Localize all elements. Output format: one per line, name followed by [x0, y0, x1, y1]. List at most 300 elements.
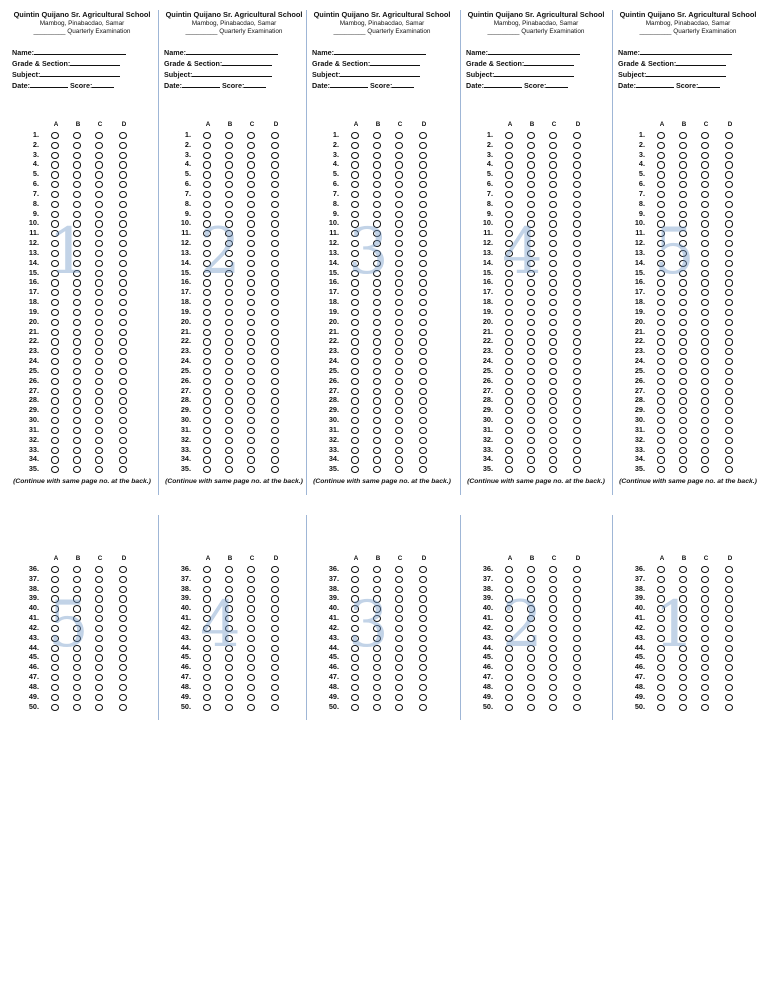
bubble-a[interactable] — [351, 348, 359, 355]
bubble-a[interactable] — [657, 299, 665, 306]
bubble-b[interactable] — [527, 319, 535, 326]
bubble-c[interactable] — [247, 576, 255, 583]
bubble-c[interactable] — [95, 201, 103, 208]
bubble-b[interactable] — [225, 368, 233, 375]
bubble-d[interactable] — [119, 230, 127, 237]
bubble-c[interactable] — [95, 645, 103, 652]
bubble-c[interactable] — [95, 289, 103, 296]
bubble-c[interactable] — [701, 329, 709, 336]
bubble-b[interactable] — [373, 250, 381, 257]
bubble-a[interactable] — [505, 407, 513, 414]
bubble-c[interactable] — [701, 417, 709, 424]
bubble-c[interactable] — [95, 358, 103, 365]
bubble-c[interactable] — [247, 407, 255, 414]
bubble-c[interactable] — [701, 152, 709, 159]
bubble-d[interactable] — [271, 240, 279, 247]
bubble-c[interactable] — [701, 270, 709, 277]
bubble-b[interactable] — [373, 615, 381, 622]
bubble-c[interactable] — [549, 694, 557, 701]
bubble-a[interactable] — [203, 142, 211, 149]
bubble-d[interactable] — [573, 171, 581, 178]
bubble-a[interactable] — [203, 161, 211, 168]
bubble-d[interactable] — [573, 704, 581, 711]
bubble-d[interactable] — [573, 615, 581, 622]
bubble-d[interactable] — [573, 132, 581, 139]
bubble-c[interactable] — [95, 654, 103, 661]
bubble-c[interactable] — [549, 456, 557, 463]
bubble-c[interactable] — [701, 348, 709, 355]
bubble-b[interactable] — [373, 299, 381, 306]
bubble-c[interactable] — [701, 132, 709, 139]
bubble-a[interactable] — [203, 645, 211, 652]
bubble-d[interactable] — [119, 605, 127, 612]
bubble-d[interactable] — [573, 694, 581, 701]
bubble-a[interactable] — [505, 309, 513, 316]
bubble-d[interactable] — [119, 299, 127, 306]
bubble-c[interactable] — [247, 309, 255, 316]
bubble-a[interactable] — [505, 142, 513, 149]
bubble-b[interactable] — [373, 566, 381, 573]
bubble-d[interactable] — [271, 605, 279, 612]
bubble-a[interactable] — [505, 338, 513, 345]
bubble-a[interactable] — [657, 289, 665, 296]
bubble-a[interactable] — [505, 368, 513, 375]
bubble-b[interactable] — [225, 250, 233, 257]
bubble-c[interactable] — [95, 260, 103, 267]
bubble-b[interactable] — [527, 684, 535, 691]
bubble-d[interactable] — [419, 319, 427, 326]
bubble-c[interactable] — [395, 704, 403, 711]
bubble-b[interactable] — [527, 279, 535, 286]
bubble-d[interactable] — [573, 605, 581, 612]
bubble-a[interactable] — [351, 240, 359, 247]
bubble-a[interactable] — [351, 230, 359, 237]
bubble-b[interactable] — [679, 161, 687, 168]
bubble-d[interactable] — [725, 132, 733, 139]
bubble-a[interactable] — [657, 309, 665, 316]
bubble-b[interactable] — [73, 329, 81, 336]
bubble-b[interactable] — [225, 171, 233, 178]
bubble-c[interactable] — [549, 566, 557, 573]
bubble-d[interactable] — [725, 447, 733, 454]
bubble-c[interactable] — [549, 250, 557, 257]
bubble-c[interactable] — [247, 230, 255, 237]
bubble-b[interactable] — [73, 674, 81, 681]
bubble-d[interactable] — [573, 566, 581, 573]
bubble-a[interactable] — [505, 289, 513, 296]
bubble-b[interactable] — [679, 378, 687, 385]
bubble-d[interactable] — [573, 250, 581, 257]
bubble-a[interactable] — [505, 260, 513, 267]
bubble-d[interactable] — [725, 348, 733, 355]
bubble-a[interactable] — [51, 309, 59, 316]
bubble-c[interactable] — [95, 191, 103, 198]
bubble-d[interactable] — [573, 635, 581, 642]
bubble-a[interactable] — [203, 466, 211, 473]
bubble-b[interactable] — [679, 674, 687, 681]
bubble-b[interactable] — [73, 456, 81, 463]
bubble-a[interactable] — [351, 456, 359, 463]
bubble-a[interactable] — [351, 260, 359, 267]
bubble-c[interactable] — [247, 447, 255, 454]
bubble-a[interactable] — [505, 447, 513, 454]
bubble-b[interactable] — [527, 576, 535, 583]
bubble-d[interactable] — [419, 694, 427, 701]
bubble-b[interactable] — [527, 586, 535, 593]
bubble-b[interactable] — [679, 201, 687, 208]
bubble-b[interactable] — [679, 358, 687, 365]
bubble-b[interactable] — [527, 625, 535, 632]
bubble-a[interactable] — [505, 161, 513, 168]
bubble-b[interactable] — [225, 201, 233, 208]
bubble-a[interactable] — [351, 299, 359, 306]
bubble-c[interactable] — [247, 397, 255, 404]
bubble-d[interactable] — [419, 250, 427, 257]
bubble-c[interactable] — [701, 368, 709, 375]
bubble-c[interactable] — [247, 664, 255, 671]
bubble-c[interactable] — [701, 654, 709, 661]
bubble-c[interactable] — [549, 309, 557, 316]
bubble-d[interactable] — [419, 427, 427, 434]
bubble-b[interactable] — [73, 704, 81, 711]
bubble-c[interactable] — [549, 319, 557, 326]
bubble-d[interactable] — [419, 368, 427, 375]
bubble-d[interactable] — [419, 417, 427, 424]
bubble-d[interactable] — [271, 407, 279, 414]
bubble-c[interactable] — [395, 427, 403, 434]
bubble-a[interactable] — [505, 456, 513, 463]
bubble-b[interactable] — [679, 576, 687, 583]
bubble-b[interactable] — [527, 171, 535, 178]
bubble-d[interactable] — [573, 576, 581, 583]
bubble-b[interactable] — [225, 240, 233, 247]
bubble-b[interactable] — [73, 230, 81, 237]
bubble-d[interactable] — [271, 615, 279, 622]
bubble-d[interactable] — [419, 309, 427, 316]
bubble-d[interactable] — [119, 625, 127, 632]
bubble-d[interactable] — [725, 161, 733, 168]
bubble-d[interactable] — [271, 309, 279, 316]
bubble-a[interactable] — [657, 388, 665, 395]
bubble-c[interactable] — [247, 279, 255, 286]
bubble-a[interactable] — [203, 309, 211, 316]
bubble-a[interactable] — [51, 615, 59, 622]
bubble-c[interactable] — [95, 230, 103, 237]
bubble-a[interactable] — [203, 456, 211, 463]
bubble-d[interactable] — [271, 466, 279, 473]
bubble-b[interactable] — [679, 270, 687, 277]
bubble-a[interactable] — [203, 201, 211, 208]
bubble-c[interactable] — [95, 674, 103, 681]
bubble-c[interactable] — [395, 309, 403, 316]
bubble-c[interactable] — [247, 378, 255, 385]
bubble-b[interactable] — [225, 704, 233, 711]
bubble-c[interactable] — [95, 348, 103, 355]
bubble-b[interactable] — [373, 664, 381, 671]
bubble-c[interactable] — [701, 211, 709, 218]
bubble-d[interactable] — [573, 466, 581, 473]
bubble-d[interactable] — [573, 407, 581, 414]
bubble-c[interactable] — [95, 329, 103, 336]
bubble-d[interactable] — [119, 566, 127, 573]
bubble-c[interactable] — [95, 211, 103, 218]
bubble-b[interactable] — [527, 704, 535, 711]
bubble-b[interactable] — [679, 191, 687, 198]
bubble-a[interactable] — [203, 299, 211, 306]
bubble-d[interactable] — [119, 152, 127, 159]
bubble-c[interactable] — [549, 152, 557, 159]
bubble-d[interactable] — [119, 368, 127, 375]
bubble-a[interactable] — [505, 664, 513, 671]
bubble-b[interactable] — [679, 466, 687, 473]
bubble-b[interactable] — [225, 466, 233, 473]
bubble-c[interactable] — [549, 260, 557, 267]
bubble-a[interactable] — [51, 230, 59, 237]
bubble-c[interactable] — [701, 447, 709, 454]
bubble-d[interactable] — [119, 427, 127, 434]
bubble-c[interactable] — [549, 586, 557, 593]
bubble-d[interactable] — [119, 704, 127, 711]
bubble-a[interactable] — [657, 152, 665, 159]
bubble-a[interactable] — [351, 427, 359, 434]
bubble-b[interactable] — [73, 152, 81, 159]
bubble-b[interactable] — [679, 240, 687, 247]
bubble-c[interactable] — [95, 132, 103, 139]
bubble-c[interactable] — [395, 191, 403, 198]
bubble-b[interactable] — [373, 240, 381, 247]
bubble-c[interactable] — [549, 388, 557, 395]
bubble-c[interactable] — [247, 674, 255, 681]
bubble-b[interactable] — [527, 447, 535, 454]
bubble-b[interactable] — [373, 260, 381, 267]
bubble-c[interactable] — [701, 407, 709, 414]
bubble-b[interactable] — [73, 191, 81, 198]
bubble-c[interactable] — [701, 694, 709, 701]
bubble-d[interactable] — [119, 161, 127, 168]
bubble-b[interactable] — [679, 447, 687, 454]
bubble-b[interactable] — [73, 181, 81, 188]
bubble-d[interactable] — [725, 270, 733, 277]
bubble-b[interactable] — [73, 397, 81, 404]
bubble-b[interactable] — [679, 595, 687, 602]
bubble-d[interactable] — [119, 142, 127, 149]
bubble-d[interactable] — [271, 635, 279, 642]
bubble-a[interactable] — [203, 694, 211, 701]
bubble-d[interactable] — [419, 447, 427, 454]
bubble-b[interactable] — [225, 397, 233, 404]
bubble-d[interactable] — [419, 684, 427, 691]
bubble-b[interactable] — [527, 191, 535, 198]
bubble-b[interactable] — [373, 329, 381, 336]
bubble-a[interactable] — [657, 466, 665, 473]
subject-field[interactable] — [618, 69, 758, 80]
bubble-c[interactable] — [95, 615, 103, 622]
bubble-d[interactable] — [725, 378, 733, 385]
bubble-b[interactable] — [225, 684, 233, 691]
bubble-a[interactable] — [505, 704, 513, 711]
bubble-a[interactable] — [351, 201, 359, 208]
bubble-a[interactable] — [203, 250, 211, 257]
bubble-a[interactable] — [657, 437, 665, 444]
bubble-b[interactable] — [679, 142, 687, 149]
bubble-a[interactable] — [203, 358, 211, 365]
bubble-b[interactable] — [73, 132, 81, 139]
name-field[interactable] — [12, 47, 152, 58]
bubble-a[interactable] — [351, 250, 359, 257]
bubble-b[interactable] — [527, 654, 535, 661]
bubble-c[interactable] — [701, 142, 709, 149]
bubble-a[interactable] — [203, 270, 211, 277]
bubble-b[interactable] — [527, 309, 535, 316]
bubble-a[interactable] — [505, 181, 513, 188]
bubble-a[interactable] — [657, 664, 665, 671]
bubble-d[interactable] — [419, 201, 427, 208]
bubble-d[interactable] — [119, 348, 127, 355]
bubble-b[interactable] — [73, 566, 81, 573]
bubble-c[interactable] — [395, 152, 403, 159]
bubble-b[interactable] — [373, 397, 381, 404]
bubble-a[interactable] — [351, 378, 359, 385]
bubble-c[interactable] — [549, 171, 557, 178]
bubble-c[interactable] — [247, 152, 255, 159]
bubble-c[interactable] — [701, 319, 709, 326]
bubble-d[interactable] — [119, 181, 127, 188]
bubble-a[interactable] — [203, 348, 211, 355]
bubble-d[interactable] — [271, 132, 279, 139]
bubble-a[interactable] — [505, 645, 513, 652]
bubble-a[interactable] — [51, 319, 59, 326]
bubble-a[interactable] — [657, 348, 665, 355]
bubble-d[interactable] — [573, 142, 581, 149]
bubble-d[interactable] — [419, 171, 427, 178]
bubble-a[interactable] — [351, 368, 359, 375]
bubble-b[interactable] — [73, 279, 81, 286]
bubble-c[interactable] — [247, 704, 255, 711]
bubble-a[interactable] — [657, 368, 665, 375]
bubble-c[interactable] — [95, 576, 103, 583]
bubble-d[interactable] — [419, 348, 427, 355]
bubble-d[interactable] — [419, 437, 427, 444]
bubble-c[interactable] — [701, 595, 709, 602]
bubble-d[interactable] — [119, 250, 127, 257]
bubble-c[interactable] — [395, 397, 403, 404]
bubble-c[interactable] — [395, 654, 403, 661]
bubble-c[interactable] — [95, 605, 103, 612]
bubble-b[interactable] — [679, 566, 687, 573]
bubble-a[interactable] — [203, 674, 211, 681]
bubble-b[interactable] — [225, 329, 233, 336]
bubble-c[interactable] — [701, 674, 709, 681]
bubble-b[interactable] — [679, 250, 687, 257]
bubble-b[interactable] — [73, 358, 81, 365]
bubble-b[interactable] — [527, 615, 535, 622]
bubble-b[interactable] — [373, 161, 381, 168]
bubble-a[interactable] — [351, 586, 359, 593]
bubble-d[interactable] — [573, 191, 581, 198]
bubble-d[interactable] — [119, 270, 127, 277]
bubble-a[interactable] — [51, 466, 59, 473]
bubble-d[interactable] — [271, 152, 279, 159]
bubble-a[interactable] — [505, 684, 513, 691]
bubble-a[interactable] — [657, 417, 665, 424]
bubble-b[interactable] — [679, 664, 687, 671]
bubble-c[interactable] — [95, 427, 103, 434]
bubble-a[interactable] — [505, 625, 513, 632]
bubble-d[interactable] — [573, 586, 581, 593]
bubble-c[interactable] — [549, 417, 557, 424]
bubble-d[interactable] — [725, 466, 733, 473]
bubble-d[interactable] — [725, 191, 733, 198]
bubble-b[interactable] — [73, 289, 81, 296]
bubble-b[interactable] — [373, 586, 381, 593]
bubble-d[interactable] — [725, 566, 733, 573]
bubble-b[interactable] — [225, 664, 233, 671]
bubble-b[interactable] — [527, 417, 535, 424]
bubble-b[interactable] — [527, 260, 535, 267]
bubble-d[interactable] — [419, 664, 427, 671]
bubble-d[interactable] — [119, 358, 127, 365]
bubble-d[interactable] — [271, 684, 279, 691]
bubble-d[interactable] — [419, 615, 427, 622]
bubble-c[interactable] — [701, 397, 709, 404]
bubble-b[interactable] — [679, 329, 687, 336]
bubble-b[interactable] — [527, 694, 535, 701]
bubble-a[interactable] — [351, 309, 359, 316]
bubble-a[interactable] — [51, 586, 59, 593]
bubble-a[interactable] — [203, 378, 211, 385]
bubble-d[interactable] — [725, 595, 733, 602]
bubble-b[interactable] — [679, 338, 687, 345]
bubble-a[interactable] — [51, 397, 59, 404]
bubble-d[interactable] — [573, 309, 581, 316]
bubble-c[interactable] — [701, 576, 709, 583]
bubble-a[interactable] — [351, 397, 359, 404]
bubble-c[interactable] — [549, 664, 557, 671]
bubble-b[interactable] — [527, 181, 535, 188]
bubble-d[interactable] — [573, 338, 581, 345]
bubble-a[interactable] — [51, 654, 59, 661]
bubble-c[interactable] — [95, 595, 103, 602]
bubble-c[interactable] — [549, 270, 557, 277]
bubble-c[interactable] — [247, 191, 255, 198]
bubble-c[interactable] — [549, 201, 557, 208]
bubble-a[interactable] — [51, 289, 59, 296]
bubble-d[interactable] — [725, 289, 733, 296]
bubble-b[interactable] — [679, 230, 687, 237]
bubble-c[interactable] — [549, 625, 557, 632]
bubble-b[interactable] — [527, 674, 535, 681]
bubble-a[interactable] — [51, 338, 59, 345]
bubble-a[interactable] — [203, 704, 211, 711]
bubble-a[interactable] — [351, 595, 359, 602]
bubble-a[interactable] — [51, 191, 59, 198]
bubble-d[interactable] — [725, 152, 733, 159]
bubble-c[interactable] — [701, 605, 709, 612]
bubble-a[interactable] — [51, 299, 59, 306]
bubble-a[interactable] — [505, 358, 513, 365]
bubble-b[interactable] — [225, 586, 233, 593]
bubble-b[interactable] — [679, 586, 687, 593]
bubble-a[interactable] — [203, 329, 211, 336]
bubble-b[interactable] — [225, 279, 233, 286]
bubble-a[interactable] — [505, 635, 513, 642]
bubble-c[interactable] — [549, 466, 557, 473]
bubble-a[interactable] — [505, 152, 513, 159]
bubble-d[interactable] — [419, 388, 427, 395]
bubble-a[interactable] — [203, 152, 211, 159]
bubble-c[interactable] — [247, 299, 255, 306]
bubble-c[interactable] — [247, 132, 255, 139]
